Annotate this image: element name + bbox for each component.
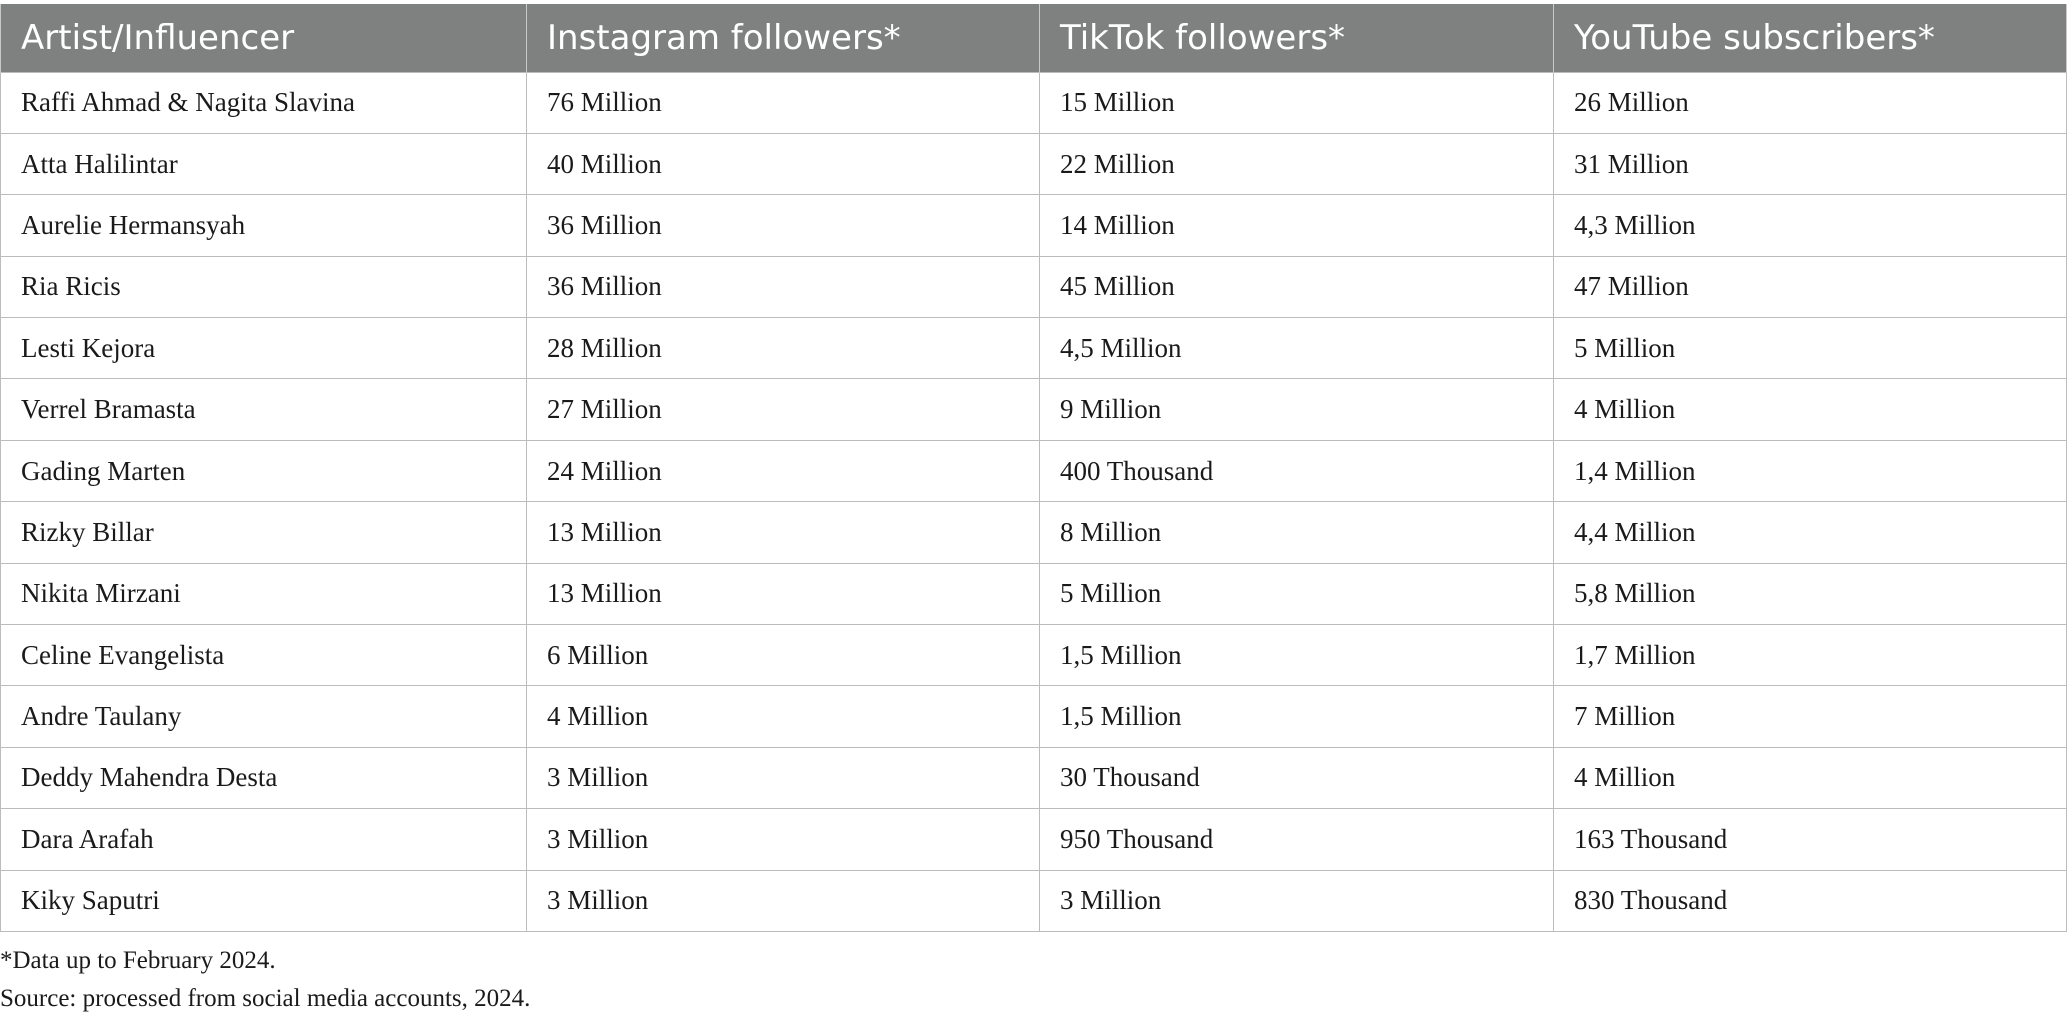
- header-row: [1, 4, 2067, 72]
- cell-instagram: 4 Million: [527, 686, 1040, 747]
- table-row: [1, 870, 2067, 931]
- cell-tiktok: 3 Million: [1040, 870, 1554, 931]
- cell-youtube: 4,3 Million: [1554, 195, 2067, 256]
- cell-artist: Andre Taulany: [1, 686, 527, 747]
- cell-instagram: 40 Million: [527, 133, 1040, 194]
- cell-artist: Atta Halilintar: [1, 133, 527, 194]
- cell-youtube: 26 Million: [1554, 72, 2067, 133]
- cell-artist: Celine Evangelista: [1, 625, 527, 686]
- table-row: [1, 72, 2067, 133]
- cell-youtube: 830 Thousand: [1554, 870, 2067, 931]
- cell-tiktok: 1,5 Million: [1040, 625, 1554, 686]
- cell-tiktok: 5 Million: [1040, 563, 1554, 624]
- cell-artist: Aurelie Hermansyah: [1, 195, 527, 256]
- cell-artist: Gading Marten: [1, 440, 527, 501]
- table-row: [1, 440, 2067, 501]
- table-row: [1, 256, 2067, 317]
- cell-youtube: 7 Million: [1554, 686, 2067, 747]
- cell-instagram: 13 Million: [527, 563, 1040, 624]
- cell-youtube: 47 Million: [1554, 256, 2067, 317]
- cell-youtube: 5 Million: [1554, 318, 2067, 379]
- cell-youtube: 4 Million: [1554, 747, 2067, 808]
- footnotes: [0, 942, 2067, 1018]
- cell-instagram: 13 Million: [527, 502, 1040, 563]
- cell-instagram: 28 Million: [527, 318, 1040, 379]
- cell-tiktok: 8 Million: [1040, 502, 1554, 563]
- cell-tiktok: 1,5 Million: [1040, 686, 1554, 747]
- cell-youtube: 4 Million: [1554, 379, 2067, 440]
- table-row: [1, 625, 2067, 686]
- table-row: [1, 809, 2067, 870]
- cell-artist: Lesti Kejora: [1, 318, 527, 379]
- cell-instagram: 3 Million: [527, 809, 1040, 870]
- cell-tiktok: 22 Million: [1040, 133, 1554, 194]
- header-instagram: Instagram followers*: [527, 4, 1040, 72]
- cell-youtube: 4,4 Million: [1554, 502, 2067, 563]
- cell-youtube: 31 Million: [1554, 133, 2067, 194]
- footnote-source: Source: processed from social media accounts, 2024.: [0, 984, 531, 1012]
- cell-tiktok: 30 Thousand: [1040, 747, 1554, 808]
- cell-artist: Kiky Saputri: [1, 870, 527, 931]
- cell-tiktok: 400 Thousand: [1040, 440, 1554, 501]
- table-row: [1, 195, 2067, 256]
- cell-tiktok: 9 Million: [1040, 379, 1554, 440]
- table-row: [1, 747, 2067, 808]
- cell-tiktok: 4,5 Million: [1040, 318, 1554, 379]
- cell-artist: Raffi Ahmad & Nagita Slavina: [1, 72, 527, 133]
- document: [0, 4, 2067, 1018]
- header-artist: Artist/Influencer: [1, 4, 527, 72]
- cell-instagram: 6 Million: [527, 625, 1040, 686]
- header-tiktok: TikTok followers*: [1040, 4, 1554, 72]
- cell-youtube: 1,7 Million: [1554, 625, 2067, 686]
- cell-instagram: 24 Million: [527, 440, 1040, 501]
- table-row: [1, 318, 2067, 379]
- cell-artist: Verrel Bramasta: [1, 379, 527, 440]
- table-body: [1, 72, 2067, 931]
- cell-youtube: 1,4 Million: [1554, 440, 2067, 501]
- cell-artist: Deddy Mahendra Desta: [1, 747, 527, 808]
- table-row: [1, 686, 2067, 747]
- cell-instagram: 36 Million: [527, 195, 1040, 256]
- cell-instagram: 36 Million: [527, 256, 1040, 317]
- header-youtube: YouTube subscribers*: [1554, 4, 2067, 72]
- cell-tiktok: 950 Thousand: [1040, 809, 1554, 870]
- cell-tiktok: 45 Million: [1040, 256, 1554, 317]
- footnote-date: *Data up to February 2024.: [0, 946, 276, 974]
- table-row: [1, 563, 2067, 624]
- table-row: [1, 502, 2067, 563]
- cell-artist: Rizky Billar: [1, 502, 527, 563]
- cell-instagram: 27 Million: [527, 379, 1040, 440]
- cell-artist: Ria Ricis: [1, 256, 527, 317]
- cell-youtube: 163 Thousand: [1554, 809, 2067, 870]
- cell-youtube: 5,8 Million: [1554, 563, 2067, 624]
- cell-tiktok: 14 Million: [1040, 195, 1554, 256]
- cell-instagram: 3 Million: [527, 870, 1040, 931]
- followers-table: [0, 4, 2067, 932]
- cell-tiktok: 15 Million: [1040, 72, 1554, 133]
- cell-artist: Nikita Mirzani: [1, 563, 527, 624]
- cell-artist: Dara Arafah: [1, 809, 527, 870]
- table-row: [1, 379, 2067, 440]
- cell-instagram: 76 Million: [527, 72, 1040, 133]
- cell-instagram: 3 Million: [527, 747, 1040, 808]
- table-row: [1, 133, 2067, 194]
- table-header: [1, 4, 2067, 72]
